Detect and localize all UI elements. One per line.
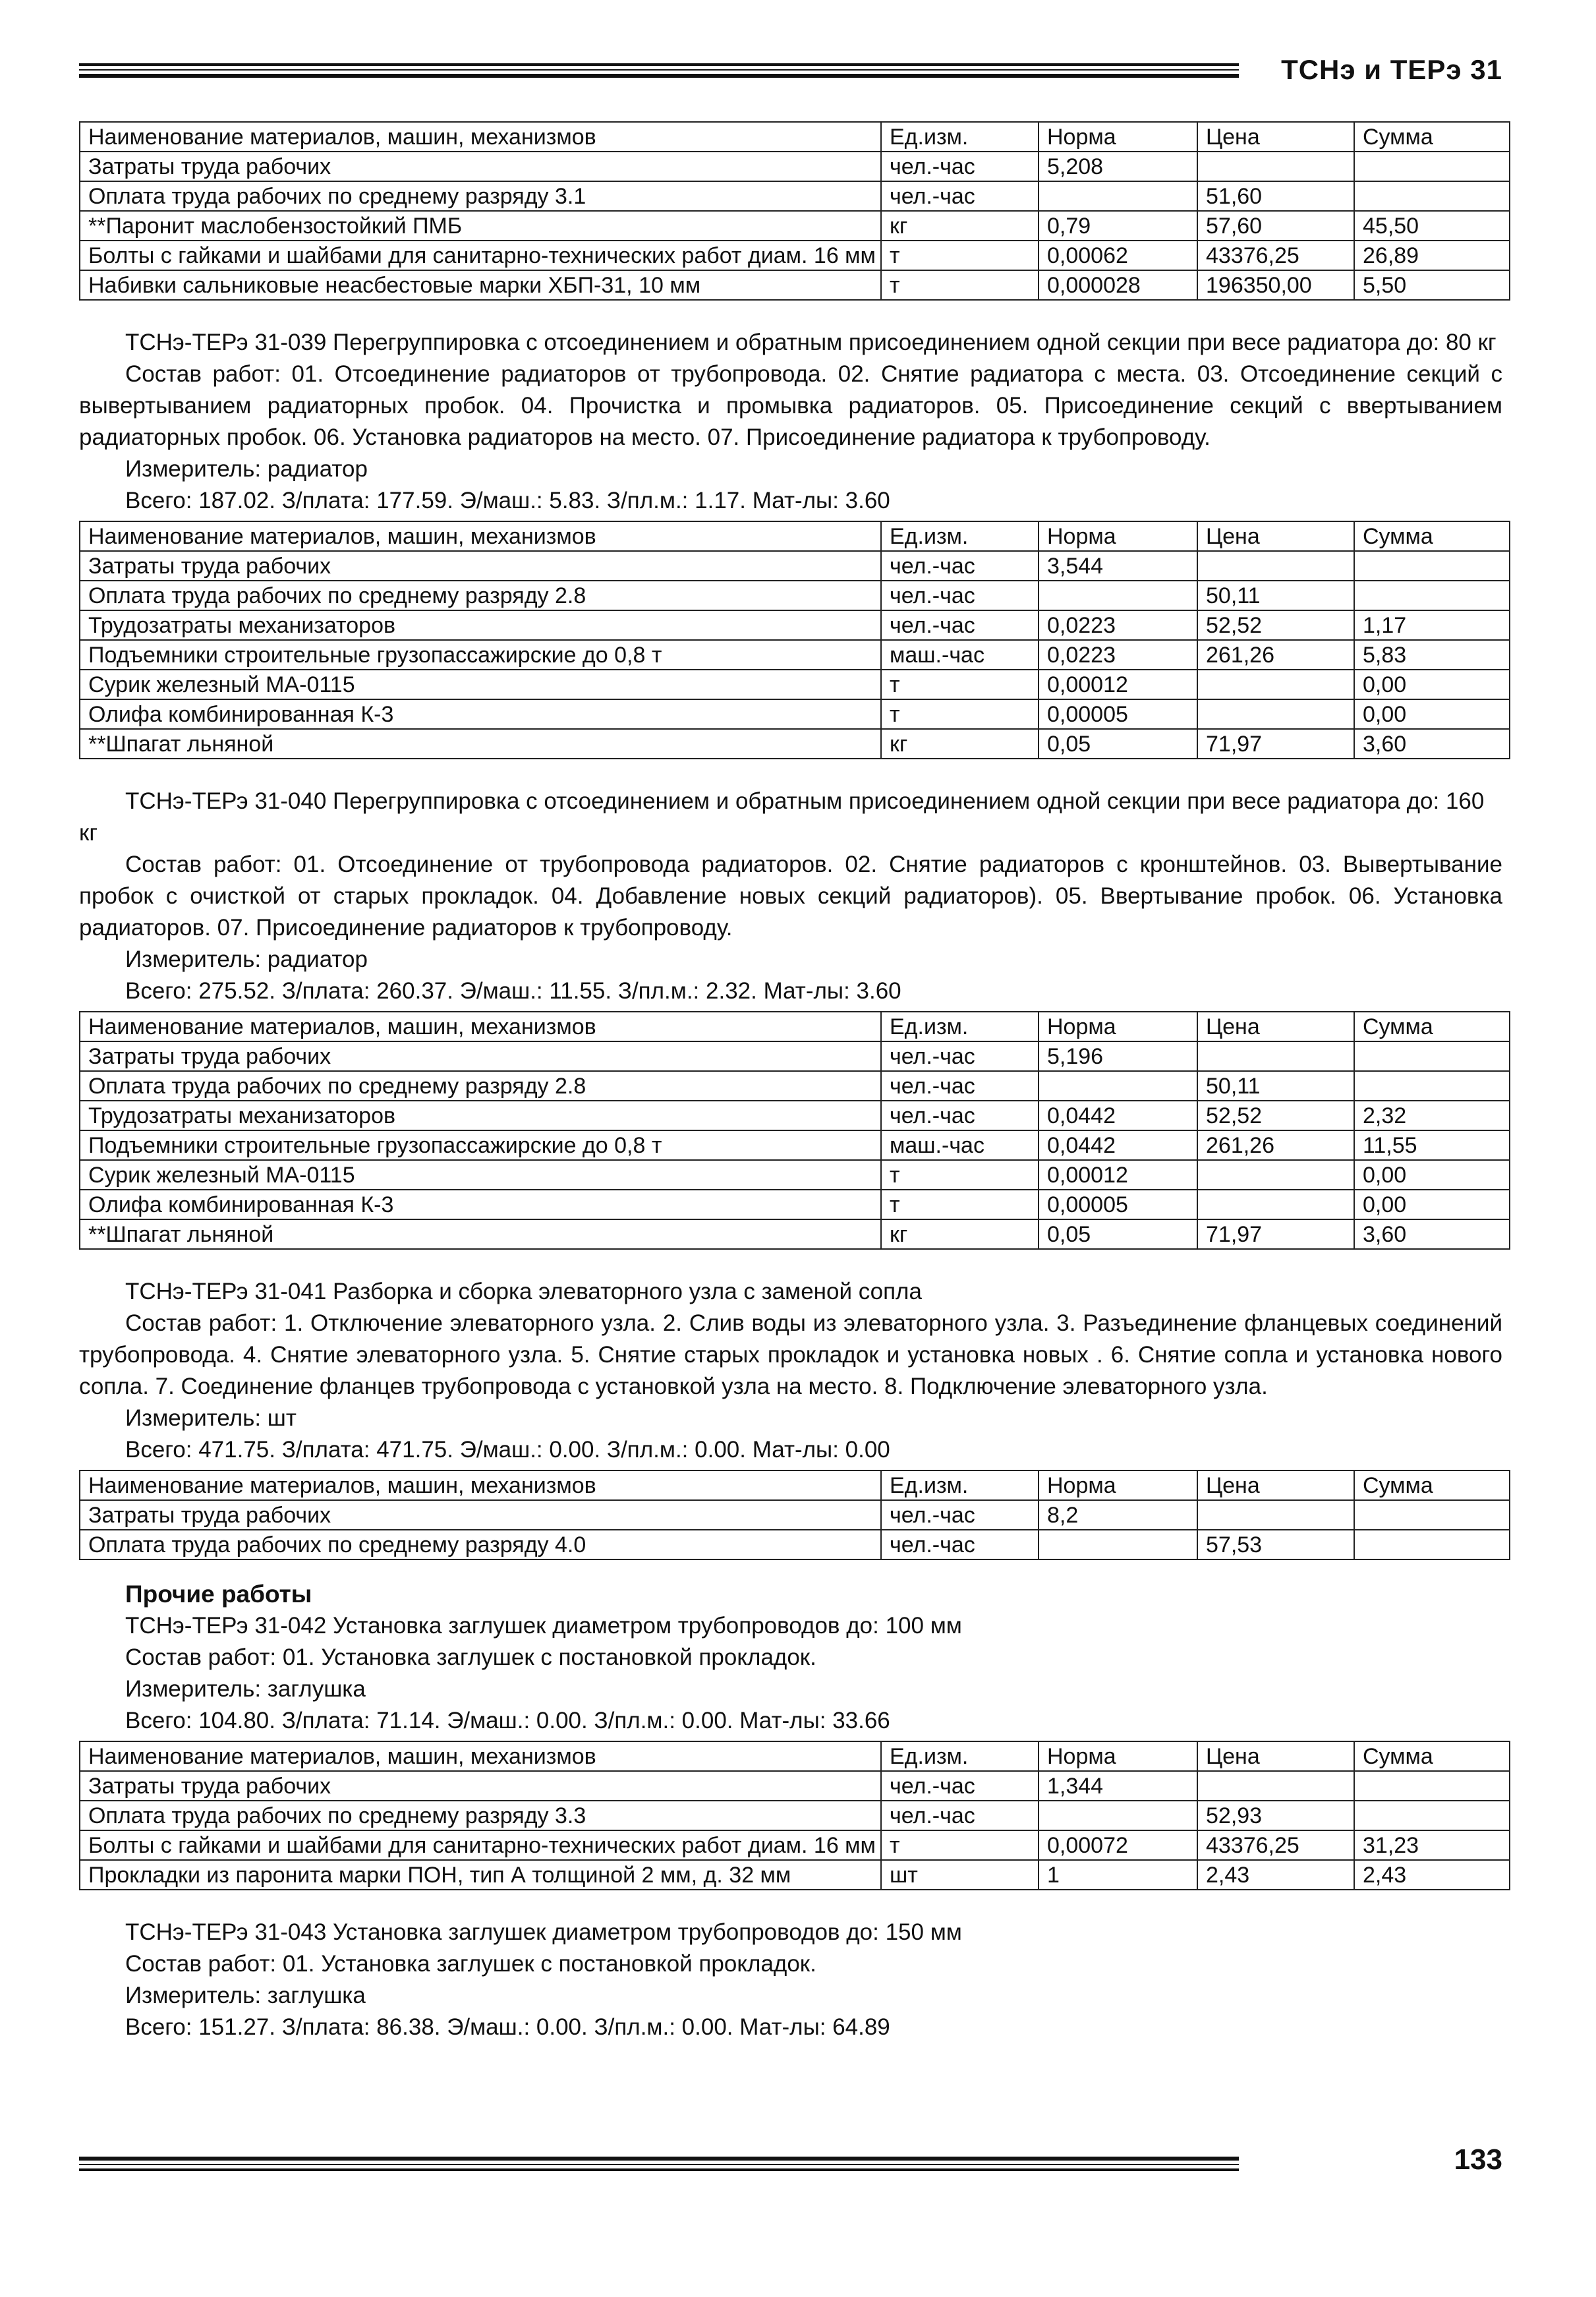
table-cell: 31,23 <box>1354 1830 1510 1860</box>
section-meter: Измеритель: радиатор <box>125 456 368 482</box>
table-cell: т <box>881 1830 1039 1860</box>
table-header-cell: Сумма <box>1354 521 1510 551</box>
table-cell: **Шпагат льняной <box>80 729 881 759</box>
table-header-row <box>80 1470 1510 1500</box>
table-row <box>80 699 1510 729</box>
table-cell <box>1197 1500 1354 1530</box>
table-cell: Болты с гайками и шайбами для санитарно-технических работ диам. 16 мм <box>80 1830 881 1860</box>
table-cell: 5,83 <box>1354 640 1510 670</box>
table-cell: 0,05 <box>1039 1219 1197 1249</box>
table-header-cell: Цена <box>1197 1470 1354 1500</box>
table-cell <box>1354 1771 1510 1801</box>
table-cell: 57,60 <box>1197 211 1354 241</box>
table-header-cell: Сумма <box>1354 1741 1510 1771</box>
table-cell <box>1354 1530 1510 1559</box>
table-header-row <box>80 122 1510 152</box>
table-cell: чел.-час <box>881 1530 1039 1559</box>
page-header <box>79 54 1502 94</box>
table-row <box>80 1101 1510 1130</box>
table-header-cell: Наименование материалов, машин, механизмов <box>80 521 881 551</box>
section-31-040 <box>79 786 1502 1007</box>
header-title: ТСНэ и ТЕРэ 31 <box>1281 54 1502 85</box>
spec-table <box>79 1741 1510 1890</box>
table-cell: Оплата труда рабочих по среднему разряду 2.8 <box>80 1071 881 1101</box>
table-cell: маш.-час <box>881 1130 1039 1160</box>
table-cell: Набивки сальниковые неасбестовые марки ХБП-31, 10 мм <box>80 270 881 300</box>
table-header-cell: Ед.изм. <box>881 1012 1039 1041</box>
spec-table <box>79 521 1510 759</box>
table-row <box>80 181 1510 211</box>
table-header-row <box>80 521 1510 551</box>
table-cell: Трудозатраты механизаторов <box>80 1101 881 1130</box>
table-row <box>80 1041 1510 1071</box>
table-cell: 8,2 <box>1039 1500 1197 1530</box>
table-header-cell: Норма <box>1039 1470 1197 1500</box>
table-cell: чел.-час <box>881 181 1039 211</box>
table-header-cell: Сумма <box>1354 1470 1510 1500</box>
table-cell <box>1197 1041 1354 1071</box>
table-cell: **Шпагат льняной <box>80 1219 881 1249</box>
table-cell: 0,0442 <box>1039 1130 1197 1160</box>
table-cell: т <box>881 670 1039 699</box>
table-cell: чел.-час <box>881 1500 1039 1530</box>
table-cell <box>1197 152 1354 181</box>
table-cell: Затраты труда рабочих <box>80 1500 881 1530</box>
other-works-heading: Прочие работы <box>125 1581 312 1608</box>
table-row <box>80 211 1510 241</box>
table-row <box>80 1190 1510 1219</box>
table-cell: 196350,00 <box>1197 270 1354 300</box>
table-header-row <box>80 1012 1510 1041</box>
table-cell: шт <box>881 1860 1039 1890</box>
table-header-cell: Цена <box>1197 521 1354 551</box>
table-cell: Оплата труда рабочих по среднему разряду 3.3 <box>80 1801 881 1830</box>
section-31-041 <box>79 1276 1502 1466</box>
section-meter: Измеритель: заглушка <box>125 1983 366 2008</box>
table-cell <box>1354 1500 1510 1530</box>
table-cell: чел.-час <box>881 1771 1039 1801</box>
table-header-cell: Наименование материалов, машин, механизмов <box>80 1741 881 1771</box>
table-cell: Трудозатраты механизаторов <box>80 610 881 640</box>
table-cell: 43376,25 <box>1197 241 1354 270</box>
table-cell: 0,00 <box>1354 670 1510 699</box>
table-cell: 0,0223 <box>1039 640 1197 670</box>
table-header-cell: Сумма <box>1354 1012 1510 1041</box>
section-total: Всего: 275.52. З/плата: 260.37. Э/маш.: 11.55. З/пл.м.: 2.32. Мат-лы: 3.60 <box>125 978 901 1004</box>
table-cell: 71,97 <box>1197 729 1354 759</box>
table-cell <box>1354 551 1510 581</box>
table-cell: Олифа комбинированная К-3 <box>80 699 881 729</box>
table-header-row <box>80 1741 1510 1771</box>
section-total: Всего: 187.02. З/плата: 177.59. Э/маш.: 5.83. З/пл.м.: 1.17. Мат-лы: 3.60 <box>125 488 890 513</box>
table-cell <box>1197 1190 1354 1219</box>
section-31-043 <box>79 1917 1502 2043</box>
table-cell: 261,26 <box>1197 640 1354 670</box>
table-header-cell: Норма <box>1039 122 1197 152</box>
section-meter: Измеритель: заглушка <box>125 1676 366 1702</box>
table-header-cell: Ед.изм. <box>881 521 1039 551</box>
section-31-039 <box>79 327 1502 517</box>
table-header-cell: Сумма <box>1354 122 1510 152</box>
table-cell: 57,53 <box>1197 1530 1354 1559</box>
table-cell: т <box>881 699 1039 729</box>
table-cell <box>1039 1801 1197 1830</box>
table-cell: Оплата труда рабочих по среднему разряду 2.8 <box>80 581 881 610</box>
table-cell: 52,93 <box>1197 1801 1354 1830</box>
table-cell: 0,00072 <box>1039 1830 1197 1860</box>
table-cell: кг <box>881 1219 1039 1249</box>
table-cell: чел.-час <box>881 551 1039 581</box>
table-cell: 0,0223 <box>1039 610 1197 640</box>
table-header-cell: Ед.изм. <box>881 1470 1039 1500</box>
table-cell: 1 <box>1039 1860 1197 1890</box>
table-cell: маш.-час <box>881 640 1039 670</box>
table-row <box>80 241 1510 270</box>
table-cell: Затраты труда рабочих <box>80 1041 881 1071</box>
header-rule <box>79 63 1239 81</box>
table-cell: 0,00005 <box>1039 1190 1197 1219</box>
spec-table <box>79 1470 1510 1560</box>
table-row <box>80 551 1510 581</box>
section-composition: Состав работ: 01. Установка заглушек с постановкой прокладок. <box>125 1644 816 1670</box>
table-cell: Оплата труда рабочих по среднему разряду 3.1 <box>80 181 881 211</box>
table-row <box>80 1500 1510 1530</box>
table-header-cell: Норма <box>1039 1012 1197 1041</box>
table-cell <box>1354 181 1510 211</box>
table-cell <box>1039 1530 1197 1559</box>
table-cell <box>1197 670 1354 699</box>
table-cell: 50,11 <box>1197 1071 1354 1101</box>
table-header-cell: Наименование материалов, машин, механизмов <box>80 1470 881 1500</box>
table-cell: 5,50 <box>1354 270 1510 300</box>
table-row <box>80 1771 1510 1801</box>
table-row <box>80 1860 1510 1890</box>
table-cell: чел.-час <box>881 581 1039 610</box>
table-header-cell: Цена <box>1197 122 1354 152</box>
table-cell <box>1354 581 1510 610</box>
table-header-cell: Ед.изм. <box>881 122 1039 152</box>
table-cell: 0,000028 <box>1039 270 1197 300</box>
table-cell <box>1354 1801 1510 1830</box>
table-cell: Подъемники строительные грузопассажирские до 0,8 т <box>80 640 881 670</box>
table-cell: 3,60 <box>1354 729 1510 759</box>
table-cell: Сурик железный МА-0115 <box>80 670 881 699</box>
table-header-cell: Цена <box>1197 1741 1354 1771</box>
table-cell: т <box>881 270 1039 300</box>
table-cell: чел.-час <box>881 152 1039 181</box>
table-row <box>80 670 1510 699</box>
table-cell: кг <box>881 729 1039 759</box>
table-cell: 45,50 <box>1354 211 1510 241</box>
section-title: ТСНэ-ТЕРэ 31-043 Установка заглушек диаметром трубопроводов до: 150 мм <box>125 1919 962 1945</box>
table-cell: 5,208 <box>1039 152 1197 181</box>
table-row <box>80 610 1510 640</box>
section-composition: Состав работ: 01. Отсоединение от трубопровода радиаторов. 02. Снятие радиаторов с кронштейнов. 03. Вывертывание пробок с очисткой от старых прокладок. 04. Добавление новых секций радиаторов). 05. Ввертывание пробок. 06. Установка радиаторов. 07. Присоединение радиаторов к трубопроводу. <box>79 852 1502 941</box>
table-cell: т <box>881 241 1039 270</box>
table-cell: кг <box>881 211 1039 241</box>
section-total: Всего: 104.80. З/плата: 71.14. Э/маш.: 0.00. З/пл.м.: 0.00. Мат-лы: 33.66 <box>125 1708 890 1733</box>
table-cell: 0,00 <box>1354 1160 1510 1190</box>
table-cell: чел.-час <box>881 610 1039 640</box>
page-footer <box>79 2143 1502 2183</box>
table-cell: 0,00005 <box>1039 699 1197 729</box>
table-cell: 52,52 <box>1197 610 1354 640</box>
section-total: Всего: 151.27. З/плата: 86.38. Э/маш.: 0.00. З/пл.м.: 0.00. Мат-лы: 64.89 <box>125 2014 890 2040</box>
table-cell <box>1039 181 1197 211</box>
table-cell: 0,00012 <box>1039 1160 1197 1190</box>
spec-table <box>79 1011 1510 1250</box>
table-cell <box>1354 1071 1510 1101</box>
table-row <box>80 152 1510 181</box>
table-cell <box>1197 1771 1354 1801</box>
table-header-cell: Наименование материалов, машин, механизмов <box>80 1012 881 1041</box>
table-cell: 2,43 <box>1197 1860 1354 1890</box>
section-composition: Состав работ: 01. Установка заглушек с постановкой прокладок. <box>125 1951 816 1977</box>
table-cell: 3,60 <box>1354 1219 1510 1249</box>
table-cell: чел.-час <box>881 1101 1039 1130</box>
table-cell: 2,32 <box>1354 1101 1510 1130</box>
table-cell <box>1039 1071 1197 1101</box>
table-cell <box>1354 1041 1510 1071</box>
table-row <box>80 1530 1510 1559</box>
table-cell: 43376,25 <box>1197 1830 1354 1860</box>
table-header-cell: Наименование материалов, машин, механизмов <box>80 122 881 152</box>
table-row <box>80 1130 1510 1160</box>
table-cell: Затраты труда рабочих <box>80 1771 881 1801</box>
table-cell <box>1197 699 1354 729</box>
table-cell: 51,60 <box>1197 181 1354 211</box>
table-header-cell: Цена <box>1197 1012 1354 1041</box>
table-cell: Прокладки из паронита марки ПОН, тип А толщиной 2 мм, д. 32 мм <box>80 1860 881 1890</box>
section-meter: Измеритель: радиатор <box>125 946 368 972</box>
table-cell <box>1197 1160 1354 1190</box>
table-cell: 11,55 <box>1354 1130 1510 1160</box>
table-cell: 0,05 <box>1039 729 1197 759</box>
table-cell: 5,196 <box>1039 1041 1197 1071</box>
table-cell: 261,26 <box>1197 1130 1354 1160</box>
table-cell <box>1039 581 1197 610</box>
table-row <box>80 640 1510 670</box>
section-meter: Измеритель: шт <box>125 1405 297 1431</box>
table-cell: 71,97 <box>1197 1219 1354 1249</box>
section-title: ТСНэ-ТЕРэ 31-042 Установка заглушек диаметром трубопроводов до: 100 мм <box>125 1613 962 1639</box>
table-cell: Затраты труда рабочих <box>80 152 881 181</box>
table-cell: 0,00 <box>1354 699 1510 729</box>
section-composition: Состав работ: 1. Отключение элеваторного узла. 2. Слив воды из элеваторного узла. 3. Разъединение фланцевых соединений трубопровода. 4. Снятие элеваторного узла. 5. Снятие старых прокладок и установка новых . 6. Снятие сопла и установка нового сопла. 7. Соединение фланцев трубопровода с установкой узла на место. 8. Подключение элеваторного узла. <box>79 1310 1502 1399</box>
table-cell: Болты с гайками и шайбами для санитарно-технических работ диам. 16 мм <box>80 241 881 270</box>
table-row <box>80 1801 1510 1830</box>
table-row <box>80 1160 1510 1190</box>
table-cell: **Паронит маслобензостойкий ПМБ <box>80 211 881 241</box>
section-composition: Состав работ: 01. Отсоединение радиаторов от трубопровода. 02. Снятие радиатора с места. 03. Отсоединение секций с вывертыванием радиаторных пробок. 04. Прочистка и промывка радиаторов. 05. Присоединение секций с ввертыванием радиаторных пробок. 06. Установка радиаторов на место. 07. Присоединение радиатора к трубопроводу. <box>79 361 1502 450</box>
table-header-cell: Норма <box>1039 521 1197 551</box>
table-cell: т <box>881 1160 1039 1190</box>
page-number: 133 <box>1454 2143 1502 2176</box>
table-cell: чел.-час <box>881 1041 1039 1071</box>
table-row <box>80 729 1510 759</box>
footer-rule <box>79 2157 1239 2174</box>
section-title: ТСНэ-ТЕРэ 31-040 Перегруппировка с отсоединением и обратным присоединением одной секции при весе радиатора до: 160 кг <box>79 788 1485 846</box>
table-cell: 1,17 <box>1354 610 1510 640</box>
table-cell: Подъемники строительные грузопассажирские до 0,8 т <box>80 1130 881 1160</box>
table-cell: чел.-час <box>881 1801 1039 1830</box>
table-cell: 0,0442 <box>1039 1101 1197 1130</box>
table-cell: 0,00012 <box>1039 670 1197 699</box>
table-cell <box>1197 551 1354 581</box>
table-cell: 0,00 <box>1354 1190 1510 1219</box>
table-cell: 0,79 <box>1039 211 1197 241</box>
table-row <box>80 1830 1510 1860</box>
table-row <box>80 1219 1510 1249</box>
table-cell: 2,43 <box>1354 1860 1510 1890</box>
table-cell: 0,00062 <box>1039 241 1197 270</box>
table-cell: т <box>881 1190 1039 1219</box>
section-total: Всего: 471.75. З/плата: 471.75. Э/маш.: 0.00. З/пл.м.: 0.00. Мат-лы: 0.00 <box>125 1437 890 1463</box>
page-content <box>79 117 1502 2043</box>
section-title: ТСНэ-ТЕРэ 31-041 Разборка и сборка элеваторного узла с заменой сопла <box>125 1279 922 1304</box>
table-cell: 1,344 <box>1039 1771 1197 1801</box>
table-row <box>80 270 1510 300</box>
spec-table <box>79 121 1510 301</box>
section-31-042 <box>79 1579 1502 1737</box>
table-cell: Сурик железный МА-0115 <box>80 1160 881 1190</box>
table-cell: чел.-час <box>881 1071 1039 1101</box>
table-row <box>80 1071 1510 1101</box>
table-cell: 26,89 <box>1354 241 1510 270</box>
table-cell: 3,544 <box>1039 551 1197 581</box>
table-header-cell: Ед.изм. <box>881 1741 1039 1771</box>
table-cell: Олифа комбинированная К-3 <box>80 1190 881 1219</box>
table-cell: 50,11 <box>1197 581 1354 610</box>
table-cell: Затраты труда рабочих <box>80 551 881 581</box>
table-cell <box>1354 152 1510 181</box>
table-cell: 52,52 <box>1197 1101 1354 1130</box>
table-header-cell: Норма <box>1039 1741 1197 1771</box>
section-title: ТСНэ-ТЕРэ 31-039 Перегруппировка с отсоединением и обратным присоединением одной секции при весе радиатора до: 80 кг <box>125 330 1496 355</box>
table-cell: Оплата труда рабочих по среднему разряду 4.0 <box>80 1530 881 1559</box>
table-row <box>80 581 1510 610</box>
